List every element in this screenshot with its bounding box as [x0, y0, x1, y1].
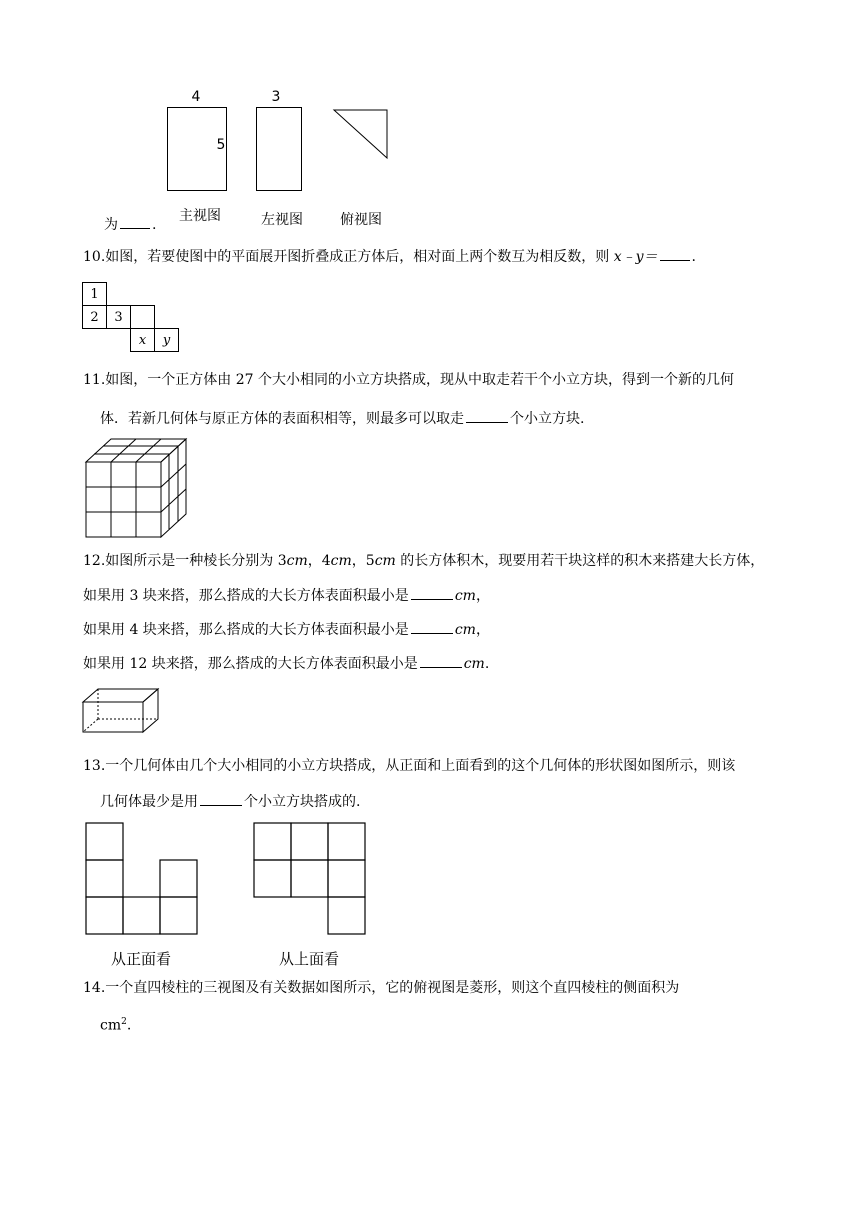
q9-dim-side: 5	[216, 137, 226, 153]
q9-top-view	[334, 110, 390, 160]
q11-line1: 11.如图，一个正方体由 27 个大小相同的小立方块搭成，现从中取走若干个小立方块，得到一个新的几何	[83, 372, 734, 388]
q12-answer-blank-3[interactable]	[420, 653, 462, 668]
q11-line2: 体．若新几何体与原正方体的表面积相等，则最多可以取走 个小立方块.	[100, 408, 800, 429]
q13-front-view	[85, 822, 200, 936]
q9-tail: 为 .	[104, 214, 804, 235]
q11-cube-figure	[84, 437, 190, 539]
q12-line4: 如果用 12 块来搭，那么搭成的大长方体表面积最小是 cm.	[83, 653, 783, 674]
q12-line3: 如果用 4 块来搭，那么搭成的大长方体表面积最小是 cm，	[83, 619, 783, 640]
q12-answer-blank-2[interactable]	[411, 619, 453, 634]
q9-label-left: 左视图	[261, 212, 303, 228]
q10-cell-y: y	[154, 328, 179, 352]
q12-answer-blank-1[interactable]	[411, 585, 453, 600]
q12-line2: 如果用 3 块来搭，那么搭成的大长方体表面积最小是 cm，	[83, 585, 783, 606]
q10-answer-blank[interactable]	[660, 246, 690, 261]
q14-line1: 14.一个直四棱柱的三视图及有关数据如图所示，它的俯视图是菱形，则这个直四棱柱的侧面积为	[83, 980, 680, 996]
q10-cell-empty	[130, 305, 155, 329]
q9-dim-top-mid: 3	[271, 89, 281, 105]
q11-answer-blank[interactable]	[466, 408, 508, 423]
q13-answer-blank[interactable]	[200, 791, 242, 806]
q10-text: 10.如图，若要使图中的平面展开图折叠成正方体后，相对面上两个数互为相反数，则 x﹣y＝ .	[83, 246, 783, 267]
q9-label-front: 主视图	[179, 208, 221, 224]
q9-front-view	[167, 107, 227, 191]
q13-line2: 几何体最少是用 个小立方块搭成的.	[100, 791, 800, 812]
q10-cell-1: 1	[82, 282, 107, 306]
q10-cell-x: x	[130, 328, 155, 352]
q10-cell-3: 3	[106, 305, 131, 329]
q9-answer-blank[interactable]	[120, 214, 150, 229]
q14-line2: $cm^2$.	[100, 1017, 132, 1034]
q13-line1: 13.一个几何体由几个大小相同的小立方块搭成，从正面和上面看到的这个几何体的形状图如图所示，则该	[83, 758, 736, 774]
q10-cell-2: 2	[82, 305, 107, 329]
q12-line1: 12.如图所示是一种棱长分别为 3cm，4cm，5cm 的长方体积木，现要用若干块这样的积木来搭建大长方体，	[83, 553, 765, 569]
q13-label-front: 从正面看	[110, 950, 171, 968]
q9-left-view	[256, 107, 302, 191]
q13-label-top: 从上面看	[278, 950, 339, 968]
q12-box-figure	[82, 688, 162, 734]
q13-top-view	[253, 822, 368, 936]
q9-label-top: 俯视图	[340, 212, 382, 228]
q9-dim-top-left: 4	[191, 89, 201, 105]
